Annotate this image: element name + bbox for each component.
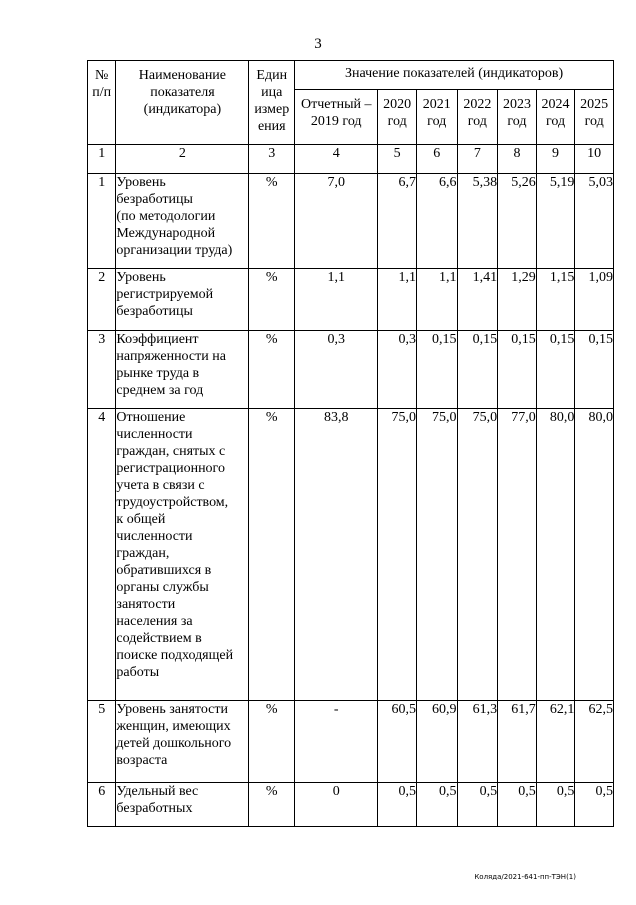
year-value: 0,5: [575, 783, 614, 827]
year-value: 0,15: [536, 331, 575, 409]
base-year-value: 7,0: [295, 174, 378, 269]
indicator-name-line: трудоустройством,: [116, 495, 229, 510]
indicator-name-line: женщин, имеющих: [116, 719, 231, 734]
year-value: 61,3: [457, 701, 498, 783]
page-number: 3: [314, 36, 322, 52]
row-number: 2: [88, 269, 116, 331]
indicator-name-line: возраста: [116, 753, 168, 768]
table-row: [88, 409, 614, 701]
indicator-name-line: граждан, снятых с: [116, 444, 226, 459]
indicator-name-line: регистрационного: [116, 461, 225, 476]
column-number: 6: [416, 145, 457, 174]
column-number: 3: [249, 145, 295, 174]
header-values-group: Значение показателей (индикаторов): [295, 61, 614, 90]
indicator-name-line: поиске подходящей: [116, 648, 234, 663]
indicator-name: [116, 174, 249, 269]
year-value: 0,5: [378, 783, 417, 827]
year-value: 60,5: [378, 701, 417, 783]
indicator-name-line: Международной: [116, 226, 216, 241]
indicator-name-line: детей дошкольного: [116, 736, 232, 751]
indicator-name-line: Уровень занятости: [116, 702, 229, 717]
year-value: 77,0: [498, 409, 537, 701]
year-value: 75,0: [416, 409, 457, 701]
table-row: [88, 783, 614, 827]
indicator-name-line: безработицы: [116, 192, 193, 207]
year-value: 5,38: [457, 174, 498, 269]
indicator-name-line: обратившихся в: [116, 563, 212, 578]
indicator-name-line: Уровень: [116, 270, 166, 285]
year-value: 0,15: [575, 331, 614, 409]
base-year-value: 0: [295, 783, 378, 827]
year-value: 75,0: [378, 409, 417, 701]
column-number: 1: [88, 145, 116, 174]
year-value: 75,0: [457, 409, 498, 701]
base-year-value: -: [295, 701, 378, 783]
indicator-name-line: занятости: [116, 597, 176, 612]
table-row: [88, 701, 614, 783]
unit-cell: %: [249, 783, 295, 827]
indicator-name-line: безработных: [116, 801, 193, 816]
table-row: [88, 174, 614, 269]
year-value: 5,03: [575, 174, 614, 269]
indicator-name-line: организации труда): [116, 243, 233, 258]
row-number: 4: [88, 409, 116, 701]
year-value: 0,3: [378, 331, 417, 409]
row-number: 1: [88, 174, 116, 269]
year-value: 0,15: [416, 331, 457, 409]
year-value: 80,0: [536, 409, 575, 701]
column-numbers-row: [88, 145, 614, 174]
indicator-name: [116, 269, 249, 331]
year-value: 0,5: [536, 783, 575, 827]
indicator-name-line: Удельный вес: [116, 784, 199, 799]
indicator-name: [116, 409, 249, 701]
unit-cell: %: [249, 409, 295, 701]
column-number: 9: [536, 145, 575, 174]
base-year-value: 0,3: [295, 331, 378, 409]
year-value: 62,5: [575, 701, 614, 783]
header-year-2022: 2022 год: [457, 90, 498, 145]
year-value: 6,7: [378, 174, 417, 269]
year-value: 60,9: [416, 701, 457, 783]
year-value: 5,26: [498, 174, 537, 269]
indicator-name-line: содействием в: [116, 631, 202, 646]
header-number: № п/п: [88, 61, 116, 145]
indicator-name-line: Отношение: [116, 410, 186, 425]
column-number: 2: [116, 145, 249, 174]
year-value: 1,1: [378, 269, 417, 331]
indicator-name-line: среднем за год: [116, 383, 204, 398]
year-value: 62,1: [536, 701, 575, 783]
indicator-name-line: Коэффициент: [116, 332, 199, 347]
indicator-name-line: (по методологии: [116, 209, 216, 224]
row-number: 6: [88, 783, 116, 827]
year-value: 1,09: [575, 269, 614, 331]
table-row: [88, 269, 614, 331]
indicator-name-line: рынке труда в: [116, 366, 200, 381]
year-value: 1,29: [498, 269, 537, 331]
column-number: 10: [575, 145, 614, 174]
indicator-name-line: безработицы: [116, 304, 193, 319]
year-value: 6,6: [416, 174, 457, 269]
indicator-name-line: учета в связи с: [116, 478, 205, 493]
year-value: 1,1: [416, 269, 457, 331]
indicator-name-line: граждан,: [116, 546, 170, 561]
header-base-year: Отчетный – 2019 год: [295, 90, 378, 145]
indicator-name-line: регистрируемой: [116, 287, 214, 302]
header-year-2021: 2021 год: [416, 90, 457, 145]
year-value: 0,5: [416, 783, 457, 827]
indicator-name-line: органы службы: [116, 580, 209, 595]
header-year-2024: 2024 год: [536, 90, 575, 145]
year-value: 0,5: [457, 783, 498, 827]
unit-cell: %: [249, 331, 295, 409]
column-number: 4: [295, 145, 378, 174]
unit-cell: %: [249, 269, 295, 331]
header-year-2023: 2023 год: [498, 90, 537, 145]
header-unit: Един ица измер ения: [249, 61, 295, 145]
year-value: 0,15: [457, 331, 498, 409]
header-year-2020: 2020 год: [378, 90, 417, 145]
header-indicator-name: Наименование показателя (индикатора): [116, 61, 249, 145]
indicator-name: [116, 701, 249, 783]
base-year-value: 83,8: [295, 409, 378, 701]
unit-cell: %: [249, 701, 295, 783]
row-number: 3: [88, 331, 116, 409]
year-value: 0,15: [498, 331, 537, 409]
column-number: 8: [498, 145, 537, 174]
unit-cell: %: [249, 174, 295, 269]
year-value: 5,19: [536, 174, 575, 269]
column-number: 7: [457, 145, 498, 174]
indicator-name-line: численности: [116, 529, 193, 544]
indicator-name-line: напряженности на: [116, 349, 226, 364]
document-code: Коляда/2021-641-пп-ТЭН(1): [474, 873, 576, 881]
row-number: 5: [88, 701, 116, 783]
indicator-name-line: работы: [116, 665, 160, 680]
indicator-name-line: Уровень: [116, 175, 166, 190]
indicator-name: [116, 783, 249, 827]
indicator-name-line: населения за: [116, 614, 193, 629]
year-value: 1,15: [536, 269, 575, 331]
indicator-name: [116, 331, 249, 409]
year-value: 80,0: [575, 409, 614, 701]
indicator-name-line: численности: [116, 427, 193, 442]
indicators-table: [87, 60, 614, 827]
header-year-2025: 2025 год: [575, 90, 614, 145]
year-value: 1,41: [457, 269, 498, 331]
year-value: 0,5: [498, 783, 537, 827]
year-value: 61,7: [498, 701, 537, 783]
column-number: 5: [378, 145, 417, 174]
indicator-name-line: к общей: [116, 512, 166, 527]
table-row: [88, 331, 614, 409]
base-year-value: 1,1: [295, 269, 378, 331]
